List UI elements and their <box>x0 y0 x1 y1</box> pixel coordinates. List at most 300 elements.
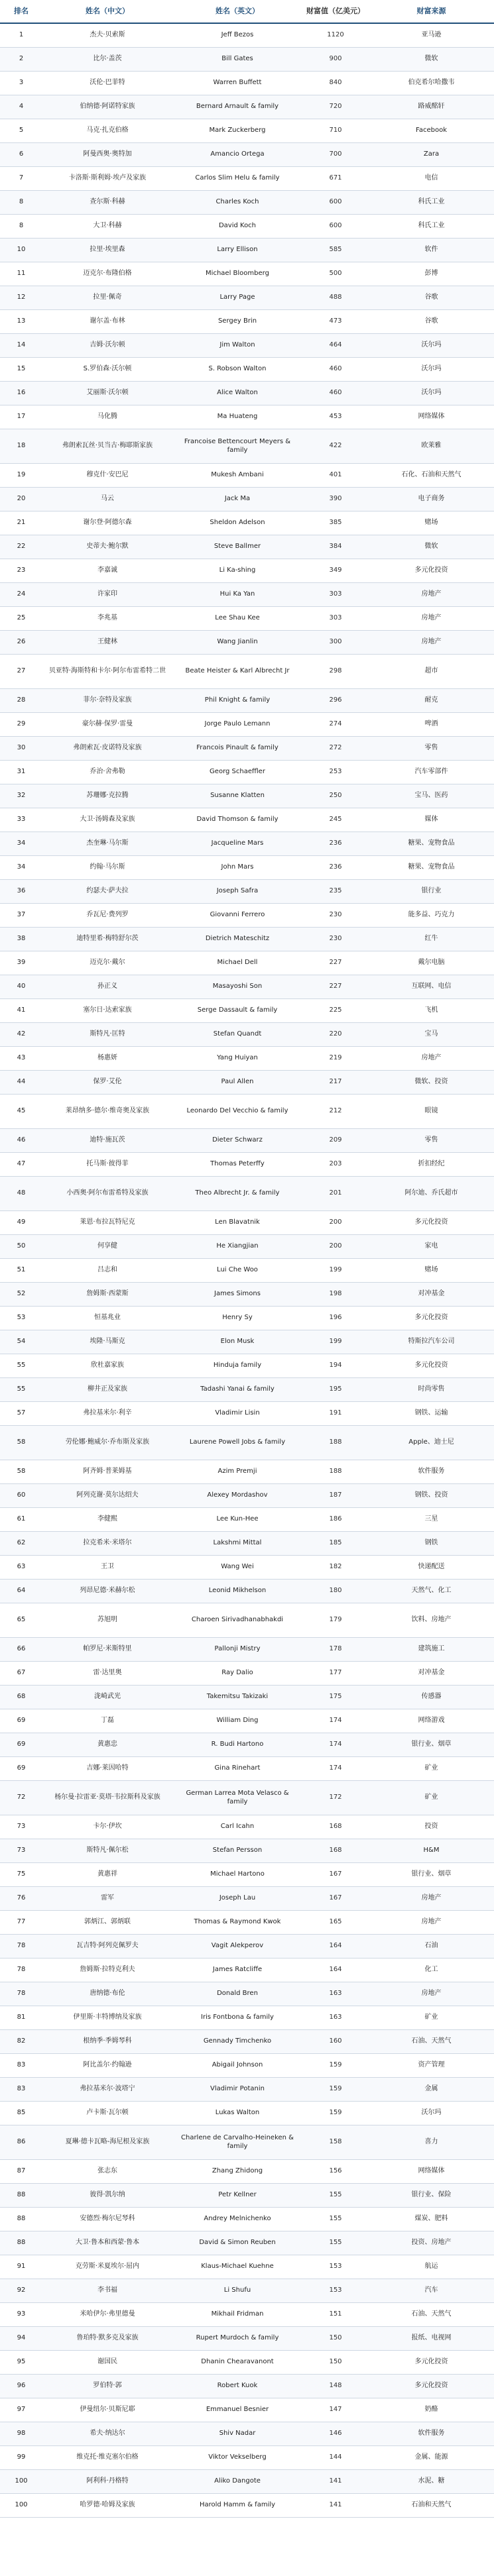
net-worth-cell: 235 <box>329 887 342 895</box>
net-worth-cell: 473 <box>329 317 342 325</box>
english-name-cell: Susanne Klatten <box>210 792 265 800</box>
wealth-source-cell: 科氏工业 <box>418 198 445 206</box>
english-name-cell: Carlos Slim Helu & family <box>195 174 280 182</box>
english-name-cell: Stefan Persson <box>212 1847 263 1854</box>
english-name-cell: Aliko Dangote <box>214 2477 261 2485</box>
table-row <box>0 1095 494 1129</box>
table-row <box>0 1508 494 1532</box>
rank-cell: 94 <box>17 2334 26 2342</box>
net-worth-cell: 150 <box>329 2334 342 2342</box>
rank-cell: 88 <box>17 2215 26 2223</box>
rank-cell: 19 <box>17 471 26 479</box>
table-row <box>0 1580 494 1603</box>
chinese-name-cell: 根纳季·季姆琴科 <box>83 2037 132 2045</box>
chinese-name-cell: 雷·达里奥 <box>93 1669 122 1677</box>
net-worth-cell: 158 <box>329 2138 342 2146</box>
rank-cell: 98 <box>17 2430 26 2438</box>
net-worth-cell: 464 <box>329 341 342 349</box>
table-row <box>0 1460 494 1484</box>
english-name-cell: Francoise Bettencourt Meyers & family <box>184 438 291 454</box>
table-row <box>0 2125 494 2160</box>
net-worth-cell: 600 <box>329 222 342 230</box>
chinese-name-cell: 大卫·鲁本和西蒙·鲁本 <box>75 2239 140 2247</box>
rank-cell: 95 <box>17 2358 26 2366</box>
wealth-source-cell: 石油和天然气 <box>411 2501 452 2509</box>
net-worth-cell: 172 <box>329 1794 342 1801</box>
english-name-cell: Shiv Nadar <box>219 2430 256 2438</box>
table-row <box>0 429 494 464</box>
wealth-source-cell: 石油、天然气 <box>411 2310 452 2318</box>
chinese-name-cell: 鲁珀特·默多克及家族 <box>76 2334 139 2342</box>
wealth-source-cell: 软件 <box>424 246 438 254</box>
table-row <box>0 1023 494 1047</box>
rank-cell: 96 <box>17 2382 26 2390</box>
net-worth-cell: 147 <box>329 2406 342 2414</box>
wealth-source-cell: 饮料、房地产 <box>411 1616 452 1624</box>
wealth-source-cell: 网络媒体 <box>418 413 445 421</box>
chinese-name-cell: 卡洛斯·斯利姆·埃卢及家族 <box>68 174 147 182</box>
rank-cell: 48 <box>17 1189 26 1197</box>
table-row <box>0 262 494 286</box>
net-worth-cell: 217 <box>329 1078 342 1086</box>
rank-cell: 31 <box>17 768 26 776</box>
chinese-name-cell: 帕罗尼·米斯特里 <box>83 1645 132 1653</box>
wealth-source-cell: 多元化投资 <box>414 2382 448 2390</box>
english-name-cell: Phil Knight & family <box>204 696 271 704</box>
wealth-source-cell: 糖果、宠物食品 <box>408 863 455 871</box>
net-worth-cell: 141 <box>329 2501 342 2509</box>
rank-cell: 55 <box>17 1385 26 1393</box>
net-worth-cell: 182 <box>329 1563 342 1571</box>
table-row <box>0 215 494 239</box>
net-worth-cell: 156 <box>329 2167 342 2175</box>
wealth-source-cell: 多元化投资 <box>414 566 448 574</box>
net-worth-cell: 164 <box>329 1942 342 1950</box>
rank-cell: 69 <box>17 1764 26 1772</box>
chinese-name-cell: 夏琳·德卡瓦略-海尼根及家族 <box>65 2138 150 2146</box>
wealth-source-cell: 沃尔玛 <box>421 365 442 373</box>
net-worth-cell: 274 <box>329 720 342 728</box>
wealth-source-cell: 亚马逊 <box>421 31 442 39</box>
table-row <box>0 1211 494 1235</box>
english-name-cell: Azim Premji <box>217 1468 257 1476</box>
net-worth-cell: 186 <box>329 1515 342 1523</box>
chinese-name-cell: 弗拉基米尔·利辛 <box>83 1409 132 1417</box>
english-name-cell: German Larrea Mota Velasco & family <box>186 1790 289 1805</box>
chinese-name-cell: 豪尔赫·保罗·雷曼 <box>82 720 133 728</box>
english-name-cell: Paul Allen <box>221 1078 254 1086</box>
net-worth-cell: 146 <box>329 2430 342 2438</box>
rank-cell: 86 <box>17 2138 26 2146</box>
table-row <box>0 511 494 535</box>
wealth-source-cell: 投资、房地产 <box>411 2239 452 2247</box>
english-name-cell: Stefan Quandt <box>213 1030 262 1038</box>
chinese-name-cell: 彼得·凯尔纳 <box>90 2191 125 2199</box>
table-row <box>0 928 494 951</box>
rank-cell: 64 <box>17 1587 26 1595</box>
chinese-name-cell: 维克托·维克塞尔伯格 <box>76 2453 139 2461</box>
chinese-name-cell: 比尔·盖茨 <box>93 55 122 63</box>
chinese-name-cell: 李健熙 <box>97 1515 117 1523</box>
english-name-cell: Wang Wei <box>221 1563 254 1571</box>
table-row <box>0 1402 494 1426</box>
wealth-source-cell: 眼镜 <box>424 1107 438 1115</box>
english-name-cell: Jorge Paulo Lemann <box>204 720 271 728</box>
chinese-name-cell: 杨惠妍 <box>97 1054 117 1062</box>
english-name-cell: Lee Kun-Hee <box>216 1515 259 1523</box>
chinese-name-cell: 雷军 <box>101 1894 114 1902</box>
english-name-cell: Larry Page <box>219 294 255 301</box>
chinese-name-cell: 沃伦·巴菲特 <box>90 79 125 87</box>
table-row <box>0 1709 494 1733</box>
net-worth-cell: 230 <box>329 911 342 919</box>
table-row <box>0 607 494 631</box>
english-name-cell: Masayoshi Son <box>212 983 263 991</box>
table-row <box>0 1484 494 1508</box>
rank-cell: 46 <box>17 1136 26 1144</box>
rank-cell: 10 <box>17 246 26 254</box>
table-row <box>0 1177 494 1211</box>
chinese-name-cell: 泷崎武光 <box>94 1693 121 1701</box>
rank-cell: 57 <box>17 1409 26 1417</box>
net-worth-cell: 180 <box>329 1587 342 1595</box>
net-worth-cell: 167 <box>329 1894 342 1902</box>
rank-cell: 58 <box>17 1468 26 1476</box>
net-worth-cell: 195 <box>329 1385 342 1393</box>
chinese-name-cell: 吕志和 <box>97 1266 117 1274</box>
net-worth-cell: 460 <box>329 365 342 373</box>
table-row <box>0 334 494 358</box>
table-row <box>0 143 494 167</box>
wealth-source-cell: 沃尔玛 <box>421 341 442 349</box>
chinese-name-cell: 列昂尼德·米赫尔松 <box>80 1587 135 1595</box>
chinese-name-cell: 迈克尔·布隆伯格 <box>83 270 132 278</box>
net-worth-cell: 141 <box>329 2477 342 2485</box>
rank-cell: 82 <box>17 2037 26 2045</box>
net-worth-cell: 175 <box>329 1693 342 1701</box>
english-name-cell: Giovanni Ferrero <box>210 911 265 919</box>
rank-cell: 14 <box>17 341 26 349</box>
rank-cell: 68 <box>17 1693 26 1701</box>
english-name-cell: Beate Heister & Karl Albrecht Jr <box>185 667 290 675</box>
rank-cell: 66 <box>17 1645 26 1653</box>
chinese-name-cell: 黄惠忠 <box>97 1741 117 1748</box>
rank-cell: 63 <box>17 1563 26 1571</box>
wealth-source-cell: 三星 <box>424 1515 438 1523</box>
rank-cell: 69 <box>17 1717 26 1725</box>
net-worth-cell: 500 <box>329 270 342 278</box>
table-row <box>0 72 494 95</box>
wealth-source-cell: 沃尔玛 <box>421 389 442 397</box>
table-row <box>0 2078 494 2102</box>
table-row <box>0 405 494 429</box>
english-name-cell: Mark Zuckerberg <box>209 127 266 134</box>
table-row <box>0 1959 494 1982</box>
rank-cell: 99 <box>17 2453 26 2461</box>
english-name-cell: Serge Dassault & family <box>197 1006 278 1014</box>
rank-cell: 24 <box>17 590 26 598</box>
chinese-name-cell: 吉姆·沃尔顿 <box>90 341 125 349</box>
wealth-source-cell: 煤炭、肥料 <box>414 2215 448 2223</box>
chinese-name-cell: 劳伦娜·鲍威尔·乔布斯及家族 <box>65 1438 150 1446</box>
english-name-cell: Wang Jianlin <box>217 638 258 646</box>
table-row <box>0 2102 494 2125</box>
chinese-name-cell: 阿比盖尔·约翰逊 <box>83 2061 132 2069</box>
english-name-cell: Alexey Mordashov <box>207 1491 268 1499</box>
table-row <box>0 2375 494 2398</box>
chinese-name-cell: 杨尔曼·拉雷亚·莫塔·韦拉斯科及家族 <box>54 1794 160 1801</box>
net-worth-cell: 167 <box>329 1870 342 1878</box>
table-row <box>0 2279 494 2303</box>
english-name-cell: S. Robson Walton <box>208 365 267 373</box>
chinese-name-cell: 保罗·艾伦 <box>93 1078 122 1086</box>
rank-cell: 88 <box>17 2191 26 2199</box>
net-worth-cell: 144 <box>329 2453 342 2461</box>
rank-cell: 11 <box>17 270 26 278</box>
table-row <box>0 856 494 880</box>
rank-cell: 87 <box>17 2167 26 2175</box>
table-row <box>0 1863 494 1887</box>
chinese-name-cell: 乔治·舍弗勒 <box>90 768 125 776</box>
rank-cell: 7 <box>19 174 24 182</box>
table-row <box>0 951 494 975</box>
table-row <box>0 2422 494 2446</box>
net-worth-cell: 174 <box>329 1717 342 1725</box>
rank-cell: 92 <box>17 2286 26 2294</box>
chinese-name-cell: 欣杜嘉家族 <box>91 1362 124 1369</box>
table-row <box>0 784 494 808</box>
chinese-name-cell: 阿齐姆·普莱姆基 <box>83 1468 132 1476</box>
wealth-source-cell: 喜力 <box>424 2138 438 2146</box>
wealth-source-cell: Apple、迪士尼 <box>408 1438 454 1446</box>
net-worth-cell: 219 <box>329 1054 342 1062</box>
net-worth-cell: 303 <box>329 614 342 622</box>
chinese-name-cell: 李兆基 <box>97 614 117 622</box>
wealth-source-cell: 房地产 <box>421 1894 442 1902</box>
rank-cell: 73 <box>17 1847 26 1854</box>
chinese-name-cell: 孙正义 <box>97 983 117 991</box>
chinese-name-cell: 查尔斯·科赫 <box>90 198 125 206</box>
chinese-name-cell: 丁磊 <box>101 1717 114 1725</box>
wealth-source-cell: 银行业、保险 <box>411 2191 452 2199</box>
net-worth-cell: 159 <box>329 2061 342 2069</box>
net-worth-cell: 177 <box>329 1669 342 1677</box>
english-name-cell: Thomas & Raymond Kwok <box>194 1918 281 1926</box>
english-name-cell: R. Budi Hartono <box>211 1741 264 1748</box>
english-name-cell: Leonid Mikhelson <box>208 1587 267 1595</box>
rank-cell: 78 <box>17 1990 26 1998</box>
rank-cell: 36 <box>17 887 26 895</box>
rank-cell: 1 <box>19 31 24 39</box>
rank-cell: 12 <box>17 294 26 301</box>
net-worth-cell: 710 <box>329 127 342 134</box>
table-row <box>0 2054 494 2078</box>
rank-cell: 25 <box>17 614 26 622</box>
table-row <box>0 2006 494 2030</box>
wealth-source-cell: 汽车零部件 <box>414 768 448 776</box>
wealth-source-cell: 网络媒体 <box>418 2167 445 2175</box>
table-row <box>0 1887 494 1911</box>
wealth-source-cell: 互联网、电信 <box>411 983 452 991</box>
chinese-name-cell: 史蒂夫·鲍尔默 <box>86 543 129 551</box>
table-row <box>0 631 494 655</box>
english-name-cell: Jack Ma <box>224 495 251 503</box>
english-name-cell: Mukesh Ambani <box>211 471 264 479</box>
net-worth-cell: 220 <box>329 1030 342 1038</box>
rank-cell: 78 <box>17 1966 26 1974</box>
rank-cell: 39 <box>17 959 26 967</box>
table-row <box>0 1071 494 1095</box>
english-name-cell: Mikhail Fridman <box>211 2310 264 2318</box>
net-worth-cell: 148 <box>329 2382 342 2390</box>
english-name-cell: Charoen Sirivadhanabhakdi <box>191 1616 284 1624</box>
wealth-source-cell: 微软 <box>424 543 438 551</box>
english-name-cell: Ray Dalio <box>221 1669 253 1677</box>
net-worth-cell: 384 <box>329 543 342 551</box>
english-name-cell: Rupert Murdoch & family <box>196 2334 279 2342</box>
english-name-cell: Jim Walton <box>219 341 255 349</box>
wealth-source-cell: 投资 <box>424 1823 438 1831</box>
english-name-cell: Carl Icahn <box>220 1823 255 1831</box>
chinese-name-cell: 迪特·施瓦茨 <box>90 1136 125 1144</box>
wealth-source-cell: 石油 <box>424 1942 438 1950</box>
table-row <box>0 1815 494 1839</box>
rank-cell: 23 <box>17 566 26 574</box>
wealth-source-cell: 电信 <box>424 174 438 182</box>
english-name-cell: Steve Ballmer <box>214 543 261 551</box>
english-name-cell: Sheldon Adelson <box>210 519 265 527</box>
table-row <box>0 24 494 48</box>
wealth-source-cell: 房地产 <box>421 1990 442 1998</box>
chinese-name-cell: 马克·扎克伯格 <box>86 127 129 134</box>
wealth-source-cell: 银行业 <box>421 887 442 895</box>
rank-cell: 49 <box>17 1218 26 1226</box>
english-name-cell: Gina Rinehart <box>214 1764 261 1772</box>
table-row <box>0 2184 494 2208</box>
english-name-cell: Charlene de Carvalho-Heineken & family <box>181 2134 294 2150</box>
english-name-cell: Lukas Walton <box>215 2109 260 2117</box>
table-row <box>0 1235 494 1259</box>
table-row <box>0 2231 494 2255</box>
chinese-name-cell: 谢尔盖·布林 <box>90 317 125 325</box>
rank-cell: 60 <box>17 1491 26 1499</box>
net-worth-cell: 153 <box>329 2263 342 2271</box>
table-row <box>0 191 494 215</box>
net-worth-cell: 303 <box>329 590 342 598</box>
rank-cell: 44 <box>17 1078 26 1086</box>
table-row <box>0 2030 494 2054</box>
wealth-source-cell: 阿尔迪、乔氏超市 <box>404 1189 458 1197</box>
english-name-cell: Hui Ka Yan <box>219 590 255 598</box>
rank-cell: 4 <box>19 103 24 111</box>
chinese-name-cell: 马化腾 <box>97 413 117 421</box>
rank-cell: 37 <box>17 911 26 919</box>
wealth-source-cell: 宝马 <box>424 1030 438 1038</box>
english-name-cell: Robert Kuok <box>217 2382 258 2390</box>
rank-cell: 97 <box>17 2406 26 2414</box>
english-name-cell: David Koch <box>218 222 257 230</box>
net-worth-cell: 245 <box>329 816 342 824</box>
rank-cell: 65 <box>17 1616 26 1624</box>
net-worth-cell: 188 <box>329 1468 342 1476</box>
rank-cell: 67 <box>17 1669 26 1677</box>
table-row <box>0 167 494 191</box>
chinese-name-cell: 苏旭明 <box>97 1616 117 1624</box>
table-row <box>0 1638 494 1662</box>
english-name-cell: Warren Buffett <box>213 79 262 87</box>
chinese-name-cell: 哈罗德·哈姆及家族 <box>80 2501 135 2509</box>
english-name-cell: Takemitsu Takizaki <box>206 1693 269 1701</box>
wealth-source-cell: 房地产 <box>421 1054 442 1062</box>
chinese-name-cell: 伊曼纽尔·贝斯尼耶 <box>80 2406 135 2414</box>
chinese-name-cell: 斯特凡·佩尔松 <box>86 1847 129 1854</box>
net-worth-cell: 185 <box>329 1539 342 1547</box>
chinese-name-cell: 黄惠祥 <box>97 1870 117 1878</box>
english-name-cell: Vladimir Potanin <box>210 2085 265 2093</box>
english-name-cell: Yang Huiyan <box>217 1054 258 1062</box>
chinese-name-cell: 阿曼西奥·奥特加 <box>83 150 132 158</box>
net-worth-cell: 199 <box>329 1266 342 1274</box>
rank-cell: 52 <box>17 1290 26 1298</box>
rank-cell: 55 <box>17 1362 26 1369</box>
english-name-cell: Iris Fontbona & family <box>201 2013 274 2021</box>
net-worth-cell: 349 <box>329 566 342 574</box>
chinese-name-cell: 贝亚特·海斯特和卡尔·阿尔布雷希特二世 <box>48 667 166 675</box>
net-worth-cell: 401 <box>329 471 342 479</box>
net-worth-cell: 700 <box>329 150 342 158</box>
wealth-source-cell: 零售 <box>424 1136 438 1144</box>
chinese-name-cell: 希夫·纳达尔 <box>90 2430 125 2438</box>
rank-cell: 88 <box>17 2239 26 2247</box>
english-name-cell: Michael Bloomberg <box>206 270 269 278</box>
chinese-name-cell: 吉娜·莱因哈特 <box>86 1764 129 1772</box>
table-row <box>0 2303 494 2327</box>
table-row <box>0 48 494 72</box>
table-row <box>0 1839 494 1863</box>
english-name-cell: Joseph Lau <box>219 1894 256 1902</box>
chinese-name-cell: 迪特里希·梅特舒尔茨 <box>76 935 139 943</box>
table-row <box>0 2398 494 2422</box>
wealth-source-cell: 石油、天然气 <box>411 2037 452 2045</box>
chinese-name-cell: 张志东 <box>97 2167 117 2175</box>
net-worth-cell: 201 <box>329 1189 342 1197</box>
table-row <box>0 737 494 761</box>
english-name-cell: Sergey Brin <box>217 317 257 325</box>
chinese-name-cell: S.罗伯森·沃尔顿 <box>83 365 132 373</box>
wealth-source-cell: 房地产 <box>421 638 442 646</box>
english-name-cell: Len Blavatnik <box>215 1218 260 1226</box>
english-name-cell: David Thomson & family <box>196 816 278 824</box>
wealth-source-cell: 石化、石油和天然气 <box>401 471 462 479</box>
rank-cell: 26 <box>17 638 26 646</box>
rank-cell: 41 <box>17 1006 26 1014</box>
chinese-name-cell: 莱昂纳多·德尔·维奇奥及家族 <box>65 1107 150 1115</box>
header-cell: 财富来源 <box>416 7 446 16</box>
rank-cell: 40 <box>17 983 26 991</box>
header-cell: 财富值（亿美元） <box>306 7 365 16</box>
wealth-source-cell: 电子商务 <box>418 495 445 503</box>
wealth-source-cell: 钢铁 <box>424 1539 438 1547</box>
english-name-cell: Abigail Johnson <box>212 2061 263 2069</box>
english-name-cell: Amancio Ortega <box>210 150 265 158</box>
table-row <box>0 2327 494 2351</box>
chinese-name-cell: 莱恩·布拉瓦特尼克 <box>80 1218 135 1226</box>
wealth-source-cell: 传感器 <box>421 1693 442 1701</box>
chinese-name-cell: 塞尔日·达索家族 <box>83 1006 132 1014</box>
wealth-source-cell: 对冲基金 <box>418 1669 445 1677</box>
chinese-name-cell: 伊里斯·丰特博纳及家族 <box>73 2013 142 2021</box>
english-name-cell: He Xiangjian <box>216 1242 259 1250</box>
